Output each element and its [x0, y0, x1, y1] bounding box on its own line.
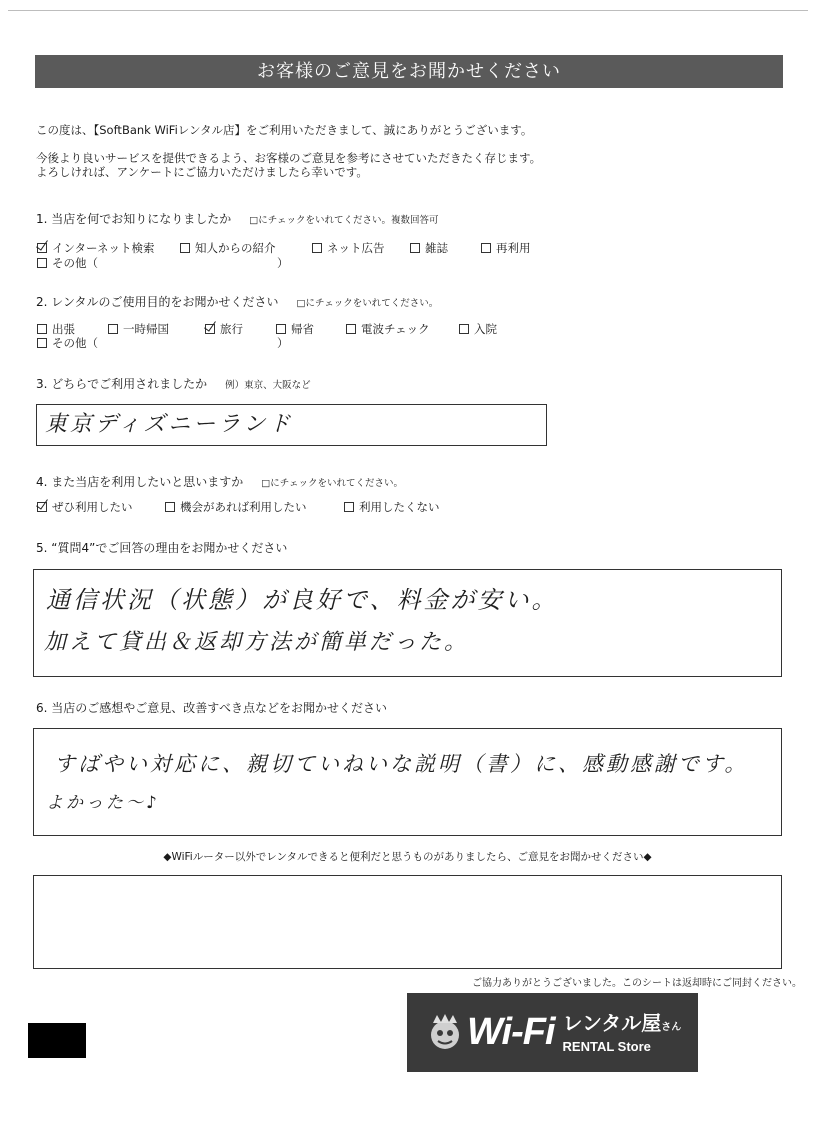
checkbox[interactable] — [481, 243, 491, 253]
logo-wifi-text: Wi-Fi — [467, 1011, 555, 1053]
checkbox[interactable] — [37, 338, 47, 348]
logo-jp-main: レンタル屋 — [562, 1010, 662, 1035]
checkbox[interactable] — [165, 502, 175, 512]
checkbox[interactable] — [346, 324, 356, 334]
q2-title: 2. レンタルのご使用目的をお聞かせください — [36, 295, 279, 309]
checkbox[interactable] — [459, 324, 469, 334]
q1-option-internet-search[interactable] — [37, 240, 154, 256]
redacted-block — [28, 1023, 86, 1058]
q2-heading — [36, 294, 438, 312]
option-label: 雑誌 — [425, 241, 448, 255]
option-label: その他（ — [52, 336, 98, 350]
checkbox[interactable] — [108, 324, 118, 334]
option-label: 入院 — [474, 322, 497, 336]
q5-handwritten-line-1: 通信状況（状態）が良好で、料金が安い。 — [46, 586, 559, 614]
q2-other-close: ） — [277, 336, 289, 350]
wifi-rental-request-label: ◆WiFiルーター以外でレンタルできると便利だと思うものがありましたら、ご意見をお聞かせください◆ — [163, 851, 652, 863]
q4-option-no[interactable] — [344, 499, 440, 515]
option-label: 知人からの紹介 — [195, 241, 276, 255]
q4-note: □にチェックをいれてください。 — [261, 478, 403, 489]
checkbox[interactable] — [37, 258, 47, 268]
q6-handwritten-line-1: すばやい対応に、親切ていねいな説明（書）に、感動感謝です。 — [54, 752, 749, 776]
footer-thanks: ご協力ありがとうございました。このシートは返却時にご同封ください。 — [472, 978, 802, 989]
q4-heading — [36, 474, 403, 492]
logo-english-text: RENTAL Store — [562, 1038, 651, 1054]
q1-note: □にチェックをいれてください。複数回答可 — [249, 215, 439, 226]
q1-option-magazine[interactable] — [410, 240, 448, 256]
q2-option-other[interactable] — [37, 335, 98, 351]
q6-handwritten-line-2: よかった〜♪ — [46, 793, 160, 813]
top-rule — [8, 10, 808, 11]
q4-option-if-chance[interactable] — [165, 499, 307, 515]
option-label: インターネット検索 — [52, 241, 155, 255]
q3-answer-box[interactable] — [36, 404, 547, 446]
q6-heading: 6. 当店のご感想やご意見、改善すべき点などをお聞かせください — [36, 701, 388, 715]
option-label: その他（ — [52, 256, 98, 270]
intro-line-1: この度は、【SoftBank WiFiレンタル店】をご利用いただきまして、誠にありがとうございます。 — [36, 123, 533, 137]
option-label: 一時帰国 — [123, 322, 169, 336]
option-label: 機会があれば利用したい — [180, 500, 307, 514]
q2-option-travel[interactable] — [205, 321, 243, 337]
checkbox[interactable] — [180, 243, 190, 253]
checkbox[interactable] — [344, 502, 354, 512]
logo-jp-suffix: さん — [661, 1021, 682, 1033]
checkbox[interactable] — [37, 324, 47, 334]
option-label: ネット広告 — [327, 241, 385, 255]
mascot-icon — [427, 1013, 463, 1053]
checkbox-checked[interactable] — [37, 502, 47, 512]
brand-logo — [407, 993, 698, 1072]
checkbox-checked[interactable] — [205, 324, 215, 334]
q6-answer-box[interactable] — [33, 728, 782, 836]
q1-option-referral[interactable] — [180, 240, 276, 256]
q3-handwritten-answer: 東京ディズニーランド — [45, 412, 294, 437]
q4-title: 4. また当店を利用したいと思いますか — [36, 475, 244, 489]
option-label: ぜひ利用したい — [52, 500, 133, 514]
wifi-rental-request-box[interactable] — [33, 875, 782, 969]
intro-line-3: よろしければ、アンケートにご協力いただけましたら幸いです。 — [36, 165, 368, 179]
page-title: お客様のご意見をお聞かせください — [35, 55, 783, 88]
checkbox-checked[interactable] — [37, 243, 47, 253]
intro-line-2: 今後より良いサービスを提供できるよう、お客様のご意見を参考にさせていただきたく存じます。 — [36, 151, 542, 165]
option-label: 帰省 — [291, 322, 314, 336]
q1-option-net-ad[interactable] — [312, 240, 385, 256]
q2-option-temporary-return[interactable] — [108, 321, 169, 337]
option-label: 再利用 — [496, 241, 531, 255]
q2-option-signal-check[interactable] — [346, 321, 430, 337]
q1-heading — [36, 211, 438, 229]
logo-japanese-text — [563, 1012, 682, 1039]
q4-option-definitely[interactable] — [37, 499, 133, 515]
logo-text-group — [563, 1012, 682, 1054]
checkbox[interactable] — [312, 243, 322, 253]
q2-note: □にチェックをいれてください。 — [296, 298, 439, 309]
option-label: 出張 — [52, 322, 75, 336]
q1-title: 1. 当店を何でお知りになりましたか — [36, 212, 232, 226]
option-label: 旅行 — [220, 322, 243, 336]
option-label: 電波チェック — [361, 322, 430, 336]
q1-option-reuse[interactable] — [481, 240, 531, 256]
q3-title: 3. どちらでご利用されましたか — [36, 377, 208, 391]
q1-option-other[interactable] — [37, 255, 98, 271]
checkbox[interactable] — [410, 243, 420, 253]
q5-handwritten-line-2: 加えて貸出＆返却方法が簡単だった。 — [44, 630, 470, 655]
q2-option-hospital[interactable] — [459, 321, 497, 337]
q5-answer-box[interactable] — [33, 569, 782, 677]
checkbox[interactable] — [276, 324, 286, 334]
q5-heading: 5. “質問4”でご回答の理由をお聞かせください — [36, 541, 288, 555]
q3-heading — [36, 376, 311, 394]
option-label: 利用したくない — [359, 500, 440, 514]
q1-other-close: ） — [277, 256, 289, 270]
q3-note: 例）東京、大阪など — [225, 380, 311, 391]
